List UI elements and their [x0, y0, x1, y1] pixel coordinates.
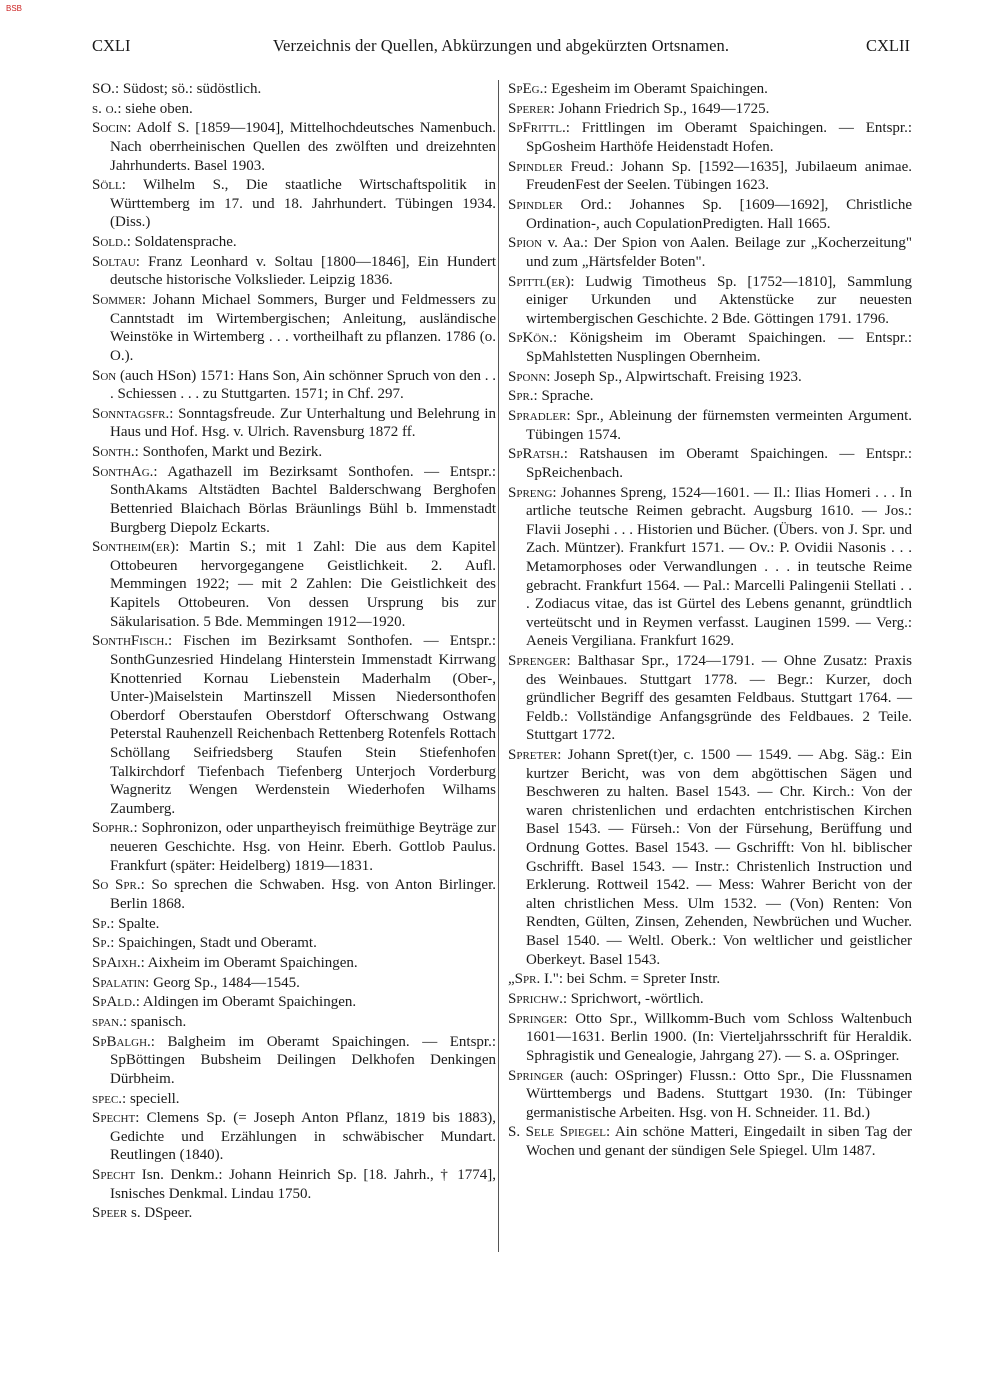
bibliography-entry: [92, 632, 496, 818]
entry-headword: SpRatsh.: [508, 446, 564, 463]
entry-headword: Spindler: [508, 158, 563, 175]
bibliography-entry: [92, 1033, 496, 1089]
bibliography-entry: [508, 1123, 912, 1160]
left-column: [92, 80, 496, 1224]
bibliography-entry: [508, 273, 912, 329]
entry-text: : Georg Sp., 1484—1545.: [145, 974, 300, 991]
entry-text: : Fischen im Bezirksamt Sonthofen. — Entspr.: SonthGunzesried Hindelang Hinterstein Immenstadt Kirrwang Knottenried Kornau Liebenstein Maderhalm (Ober-, Unter-)Maiselstein Martinszell Missen Niedersonthofen Oberdorf Oberstaufen Oberstdorf Ofterschwang Ostwang Peterstal Rauhenzell Reichenbach Rettenberg Rotenfels Rottach Schöllang Seifriedsberg Staufen Stein Stiefenhofen Talkirchdorf Tiefenbach Tiefenberg Unterjoch Vorderburg Wagneritz Wengen Werdenstein Wiederhofen Wilhams Zaumberg.: [110, 633, 496, 817]
bibliography-entry: [92, 876, 496, 913]
entry-headword: SpFrittl.: [508, 120, 566, 137]
entry-headword: Spindler: [508, 196, 563, 213]
entry-text: : Johann Spret(t)er, c. 1500 — 1549. — Abg. Säg.: Ein kurtzer Bericht, was von dem abgöttischen Sägen und Beschweren zu halten. Basel 1543. — Chr. Kirch.: Von der waren christenlichen und erdachten entchristischen Kirchen Basel 1543. — Fürseh.: Von der Fürsehung, Berüffung und Ordnung Gottes. Basel 1543. — Gschrifft: Von hl. biblischer Gschrifft. Basel 1543. — Instr.: Christenlich Instruction und Erklerung. Rottweil 1542. — Mess: Wahrer Bericht von der alten christlichen Mess. Ulm 1532. — (Von) Renten: Von Rendten, Gülten, Zinsen, Zehenden, Newbrüchen und Wucher. Basel 1540. — Weltl. Oberk.: Von weltlicher und geistlicher Oberkeyt. Basel 1543.: [526, 747, 912, 968]
entry-text: : siehe oben.: [117, 100, 193, 117]
entry-text: : Balgheim im Oberamt Spaichingen. — Entspr.: SpBöttingen Bubsheim Deilingen Delkhofen Denkingen Dürbheim.: [110, 1033, 496, 1087]
entry-text: : Aldingen im Oberamt Spaichingen.: [135, 994, 357, 1011]
entry-text: : Ain schöne Matteri, Eingedailt in siben Tag der Wochen und genant der sündigen Sele Spiegel. Ulm 1487.: [526, 1124, 912, 1160]
entry-text: : Clemens Sp. (= Joseph Anton Pflanz, 1819 bis 1883), Gedichte und Erzählungen in schwäbischer Mundart. Reutlingen (1840).: [110, 1110, 496, 1164]
entry-text: : Sprichwort, -wörtlich.: [562, 991, 704, 1007]
entry-text: : Königsheim im Oberamt Spaichingen. — Entspr.: SpMahlstetten Nusplingen Obernheim.: [526, 330, 912, 365]
bibliography-entry: [508, 1010, 912, 1066]
entry-headword: s. o.: [92, 100, 118, 117]
entry-text: v. Aa.: Der Spion von Aalen. Beilage zur „Kocherzeitung" und zum „Härtsfelder Boten".: [526, 235, 912, 270]
entry-text: : Joseph Sp., Alpwirtschaft. Freising 1923.: [546, 368, 802, 385]
entry-text: Freud.: Johann Sp. [1592—1635], Jubilaeum animae. FreudenFest der Seelen. Tübingen 1623.: [526, 158, 912, 194]
bibliography-entry: [92, 367, 496, 404]
entry-text: : bei Schm. = Spreter Instr.: [558, 971, 721, 988]
entry-text: : Spr., Ableinung der fürnemsten vermeinten Argument. Tübingen 1574.: [526, 408, 912, 443]
bibliography-entry: [92, 253, 496, 290]
entry-headword: Speer: [92, 1205, 128, 1222]
entry-headword: SpEg.: [508, 81, 544, 97]
entry-text: : Sonntagsfreude. Zur Unterhaltung und Belehrung in Haus und Hof. Hsg. v. Ulrich. Ravensburg 1872 ff.: [110, 405, 496, 441]
entry-headword: SO.: [92, 81, 115, 97]
page-title: Verzeichnis der Quellen, Abkürzungen und abgekürzten Ortsnamen.: [272, 36, 730, 55]
entry-headword: Spion: [508, 235, 543, 252]
entry-headword: Soltau: [92, 253, 136, 270]
bibliography-entry: [92, 974, 496, 993]
entry-headword: Sperer: [508, 100, 551, 117]
bibliography-entry: [92, 80, 496, 99]
entry-headword: So Spr.: [92, 877, 141, 894]
bibliography-entry: [508, 990, 912, 1009]
entry-headword: Spalatin: [92, 974, 146, 991]
bibliography-entry: [92, 176, 496, 232]
bibliography-entry: [92, 1109, 496, 1165]
bibliography-entry: [508, 484, 912, 651]
entry-text: Isn. Denkm.: Johann Heinrich Sp. [18. Jahrh., † 1774], Isnisches Denkmal. Lindau 1750.: [110, 1167, 496, 1202]
entry-headword: Spreng: [508, 484, 553, 501]
entry-headword: Sophr.: [92, 820, 134, 837]
bibliography-entry: [508, 746, 912, 969]
bibliography-entry: [508, 234, 912, 271]
entry-headword: SpBalgh.: [92, 1033, 151, 1050]
entry-headword: SpAld.: [92, 994, 136, 1011]
bibliography-entry: [92, 934, 496, 953]
entry-headword: Spr.: [508, 388, 534, 405]
bibliography-entry: [92, 405, 496, 442]
entry-headword: Socin: [92, 120, 128, 137]
entry-headword: Spittl(er): [508, 273, 571, 290]
entry-text: Ord.: Johannes Sp. [1609—1692], Christliche Ordination-, auch CopulationPredigten. Hall 1665.: [526, 196, 912, 232]
bibliography-entry: [92, 100, 496, 119]
entry-text: s. DSpeer.: [127, 1205, 193, 1222]
entry-text: : Südost; sö.: südöstlich.: [114, 81, 262, 97]
entry-text: : Agathazell im Bezirksamt Sonthofen. — Entspr.: SonthAkams Altstädten Bachtel Balderschwang Berghofen Bettenried Blaichach Börlas Bräunlings Bühl b. Immenstadt Burgberg Diepolz Eckarts.: [110, 463, 496, 536]
bibliography-entry: [508, 329, 912, 366]
bibliography-entry: [508, 158, 912, 195]
entry-headword: Sprichw.: [508, 991, 563, 1007]
entry-text: : Sophronizon, oder unpartheyisch freimüthige Beyträge zur neueren Geschichte. Hsg. von Heinr. Eberh. Gottlob Paulus. Frankfurt (später: Heidelberg) 1819—1831.: [110, 820, 496, 874]
entry-text: : So sprechen die Schwaben. Hsg. von Anton Birlinger. Berlin 1868.: [110, 877, 496, 912]
bibliography-entry: [92, 915, 496, 934]
entry-headword: Spradler: [508, 408, 567, 425]
entry-headword: Sprenger: [508, 653, 567, 670]
entry-headword: Son: [92, 367, 117, 384]
entry-headword: Sontheim(er): [92, 539, 176, 556]
entry-text: : Adolf S. [1859—1904], Mittelhochdeutsches Namenbuch. Nach oberrheinischen Quellen des zwölften und dreizehnten Jahrhunderts. Basel 1903.: [110, 120, 496, 174]
bibliography-entry: [92, 538, 496, 631]
entry-headword: Söll: [92, 177, 122, 194]
entry-text: : Johannes Spreng, 1524—1601. — Il.: Ilias Homeri . . . In artliche teutsche Reimen gebracht. Augsburg 1610. — Jos.: Flavii Josephi . . . Historien und Bücher. (Übers. von J. Spr. und Zach. Müntzer). Frankfurt 1571. — Ov.: P. Ovidii Nasonis . . . Metamorphoses oder Verwandlungen . . . in teutsche Reime gebracht. Frankfurt 1564. — Pal.: Marcelli Palingenii Stellati . . . Zodiacus vitae, das ist Gürtel des Lebens genannt, gründtlich verteütscht und in Reymen verfasst. Lauginen 1599. — Verg.: Aeneis Vergiliana. Frankfurt 1629.: [526, 484, 912, 650]
entry-text: : Wilhelm S., Die staatliche Wirtschaftspolitik in Württemberg im 17. und 18. Jahrhundert. Tübingen 1934. (Diss.): [110, 177, 496, 231]
bibliography-entry: [92, 119, 496, 175]
entry-text: : Soldatensprache.: [126, 234, 237, 251]
right-column: [508, 80, 912, 1162]
bibliography-entry: [92, 443, 496, 462]
entry-text: : Spaichingen, Stadt und Oberamt.: [110, 935, 317, 952]
entry-headword: Sponn: [508, 368, 547, 385]
entry-text: : Ratshausen im Oberamt Spaichingen. — Entspr.: SpReichenbach.: [526, 446, 912, 481]
entry-headword: spec.: [92, 1090, 123, 1107]
entry-headword: Specht: [92, 1110, 136, 1127]
entry-text: : Martin S.; mit 1 Zahl: Die aus dem Kapitel Ottobeuren hervorgegangene Geistlichkeit. 2. Aufl. Memmingen 1922; — mit 2 Zahlen: Die Geistlichkeit des Kapitels Ottobeuren. Von dessen Ursprung bis zur Säkularisation. 5 Bde. Memmingen 1912—1920.: [110, 539, 496, 630]
entry-headword: S. Sele Spiegel: [508, 1124, 606, 1141]
entry-text: : Sonthofen, Markt und Bezirk.: [134, 444, 323, 461]
entry-headword: Springer: [508, 1010, 564, 1027]
entry-text: : Johann Michael Sommers, Burger und Feldmessers zu Canntstadt im Wirtembergischen; Anleitung, ausländische Weinstöke in Wirtemberg . . . vortheilhaft zu pflanzen. 1786 (o. O.).: [110, 292, 496, 364]
bibliography-entry: [92, 993, 496, 1012]
entry-headword: Sp.: [92, 915, 111, 932]
entry-headword: SonthFisch.: [92, 633, 169, 650]
bibliography-entry: [508, 970, 912, 989]
entry-headword: Specht: [92, 1167, 136, 1184]
bibliography-entry: [92, 1090, 496, 1109]
bibliography-entry: [508, 100, 912, 119]
bibliography-entry: [508, 652, 912, 745]
entry-headword: SonthAg.: [92, 463, 154, 480]
entry-text: : Aixheim im Oberamt Spaichingen.: [140, 954, 358, 971]
bibliography-entry: [508, 196, 912, 233]
entry-headword: Sp.: [92, 935, 111, 952]
entry-text: : spanisch.: [122, 1013, 187, 1030]
bibliography-entry: [92, 1166, 496, 1203]
entry-headword: SpKön.: [508, 330, 553, 347]
bibliography-entry: [508, 387, 912, 406]
entry-text: : Otto Spr., Willkomm-Buch vom Schloss Waltenbuch 1601—1631. Berlin 1900. (In: Vierteljahrsschrift für Heraldik. Sphragistik und Genealogie, Jahrgang 27). — S. a. OSpringer.: [526, 1010, 912, 1064]
bibliography-entry: [508, 1067, 912, 1123]
entry-headword: Sonth.: [92, 444, 135, 461]
entry-text: : Franz Leonhard v. Soltau [1800—1846], Ein Hundert deutsche historische Volkslieder. Leipzig 1836.: [110, 253, 496, 289]
entry-text: : Johann Friedrich Sp., 1649—1725.: [550, 100, 770, 117]
entry-text: : Balthasar Spr., 1724—1791. — Ohne Zusatz: Praxis des Weinbaues. Stuttgart 1778. — Begr.: Kurzer, doch gründlicher Begriff des gesamten Feldbaus. Stuttgart 1764. — Feldb.: Vollständige Anfangsgründe des Feldbaues. 2 Teile. Stuttgart 1772.: [526, 653, 912, 744]
entry-headword: Springer: [508, 1067, 564, 1084]
page-number-left: CXLI: [92, 36, 131, 55]
column-divider: [498, 80, 499, 1252]
entry-headword: „Spr. I.": [508, 971, 559, 988]
running-header: [92, 36, 910, 60]
entry-headword: span.: [92, 1013, 123, 1030]
bibliography-entry: [508, 80, 912, 99]
bibliography-entry: [508, 407, 912, 444]
bibliography-entry: [92, 1204, 496, 1223]
entry-text: : Frittlingen im Oberamt Spaichingen. — Entspr.: SpGosheim Harthöfe Heidenstadt Hofen.: [526, 120, 912, 155]
bibliography-entry: [92, 463, 496, 537]
bibliography-entry: [92, 291, 496, 365]
page-number-right: CXLII: [866, 36, 910, 55]
library-stamp: BSB: [6, 4, 23, 13]
entry-headword: SpAixh.: [92, 954, 141, 971]
bibliography-entry: [92, 819, 496, 875]
entry-text: : Spalte.: [110, 915, 160, 932]
bibliography-entry: [508, 368, 912, 387]
bibliography-entry: [92, 233, 496, 252]
entry-text: (auch: OSpringer) Flussn.: Otto Spr., Die Flussnamen Württembergs und Badens. Stuttgart 1930. (In: Tübinger germanistische Arbeiten. Hsg. von H. Schneider. 11. Bd.): [526, 1067, 912, 1121]
entry-text: : speciell.: [122, 1090, 180, 1107]
entry-headword: Spreter: [508, 747, 558, 764]
entry-headword: Sonntagsfr.: [92, 405, 170, 422]
bibliography-entry: [508, 119, 912, 156]
entry-text: : Ludwig Timotheus Sp. [1752—1810], Sammlung einiger Urkunden und Aktenstücke zur neuesten wirtembergischen Geschichte. 2 Bde. Göttingen 1791. 1796.: [526, 273, 912, 327]
bibliography-entry: [92, 1013, 496, 1032]
entry-headword: Sold.: [92, 234, 127, 251]
entry-text: : Sprache.: [533, 388, 594, 405]
entry-headword: Sommer: [92, 292, 142, 309]
bibliography-entry: [508, 445, 912, 482]
entry-text: : Egesheim im Oberamt Spaichingen.: [543, 81, 768, 97]
entry-text: (auch HSon) 1571: Hans Son, Ain schönner Spruch von den . . . Schiessen . . . zu Stuttgarten. 1571; in Chf. 297.: [110, 367, 496, 403]
bibliography-entry: [92, 954, 496, 973]
